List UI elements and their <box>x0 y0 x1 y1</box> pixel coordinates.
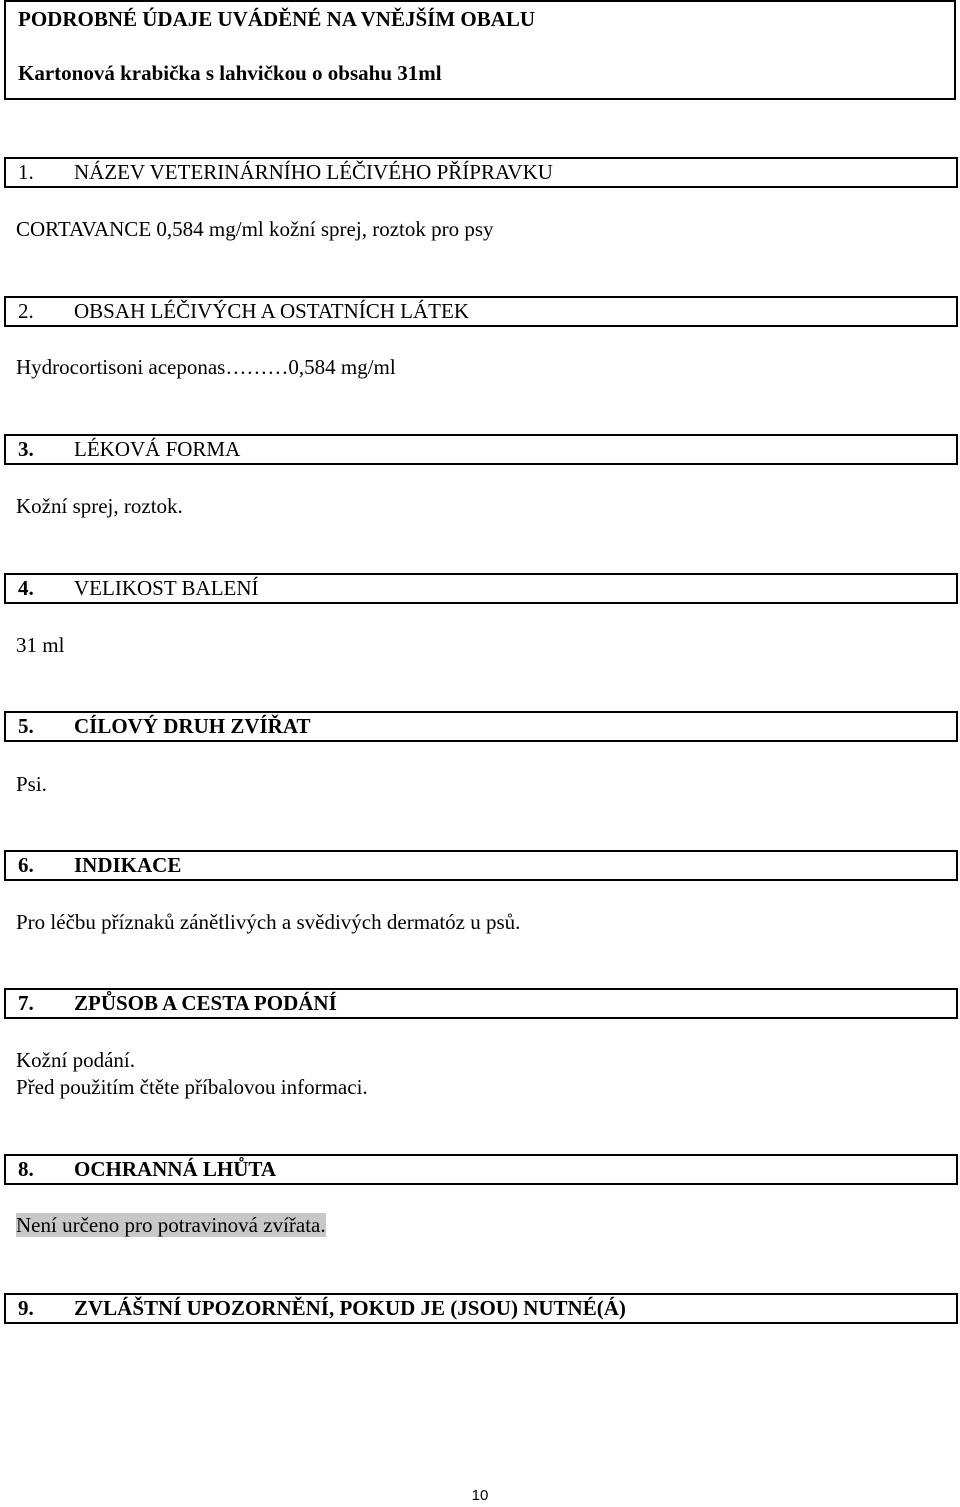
section-7-text-line-2: Před použitím čtěte příbalovou informaci. <box>16 1075 368 1099</box>
section-3-heading <box>4 434 958 465</box>
section-4-title: VELIKOST BALENÍ <box>74 576 259 600</box>
section-1-text: CORTAVANCE 0,584 mg/ml kožní sprej, roztok pro psy <box>16 217 494 241</box>
section-1-heading <box>4 157 958 188</box>
section-7-title: ZPŮSOB A CESTA PODÁNÍ <box>74 991 337 1015</box>
section-7-number: 7. <box>18 991 34 1015</box>
section-5-heading <box>4 711 958 742</box>
section-3-number: 3. <box>18 437 34 461</box>
section-3-text: Kožní sprej, roztok. <box>16 494 183 518</box>
section-9-title: ZVLÁŠTNÍ UPOZORNĚNÍ, POKUD JE (JSOU) NUTNÉ(Á) <box>74 1296 626 1320</box>
section-6-number: 6. <box>18 853 34 877</box>
section-1-title: NÁZEV VETERINÁRNÍHO LÉČIVÉHO PŘÍPRAVKU <box>74 160 553 184</box>
section-1-number: 1. <box>18 160 34 184</box>
document-header-box <box>4 0 956 100</box>
section-9-number: 9. <box>18 1296 34 1320</box>
section-2-title: OBSAH LÉČIVÝCH A OSTATNÍCH LÁTEK <box>74 299 469 323</box>
section-8-number: 8. <box>18 1157 34 1181</box>
document-subtitle: Kartonová krabička s lahvičkou o obsahu 31ml <box>18 61 442 85</box>
section-8-highlighted-text: Není určeno pro potravinová zvířata. <box>16 1213 326 1237</box>
section-2-heading <box>4 296 958 327</box>
section-7-text-line-1: Kožní podání. <box>16 1048 135 1072</box>
section-2-text: Hydrocortisoni aceponas………0,584 mg/ml <box>16 355 396 379</box>
section-6-text: Pro léčbu příznaků zánětlivých a svědivých dermatóz u psů. <box>16 910 521 934</box>
section-6-title: INDIKACE <box>74 853 182 877</box>
page-number: 10 <box>471 1487 489 1504</box>
section-5-text: Psi. <box>16 772 47 796</box>
section-8-text <box>16 1210 326 1240</box>
section-7-heading <box>4 988 958 1019</box>
section-4-text: 31 ml <box>16 633 65 657</box>
document-title: PODROBNÉ ÚDAJE UVÁDĚNÉ NA VNĚJŠÍM OBALU <box>18 7 536 31</box>
section-9-heading <box>4 1293 958 1324</box>
section-5-number: 5. <box>18 714 34 738</box>
section-5-title: CÍLOVÝ DRUH ZVÍŘAT <box>74 714 311 738</box>
section-4-heading <box>4 573 958 604</box>
section-6-heading <box>4 850 958 881</box>
section-4-number: 4. <box>18 576 34 600</box>
section-8-heading <box>4 1154 958 1185</box>
section-8-title: OCHRANNÁ LHŮTA <box>74 1157 277 1181</box>
section-2-number: 2. <box>18 299 34 323</box>
section-3-title: LÉKOVÁ FORMA <box>74 437 241 461</box>
